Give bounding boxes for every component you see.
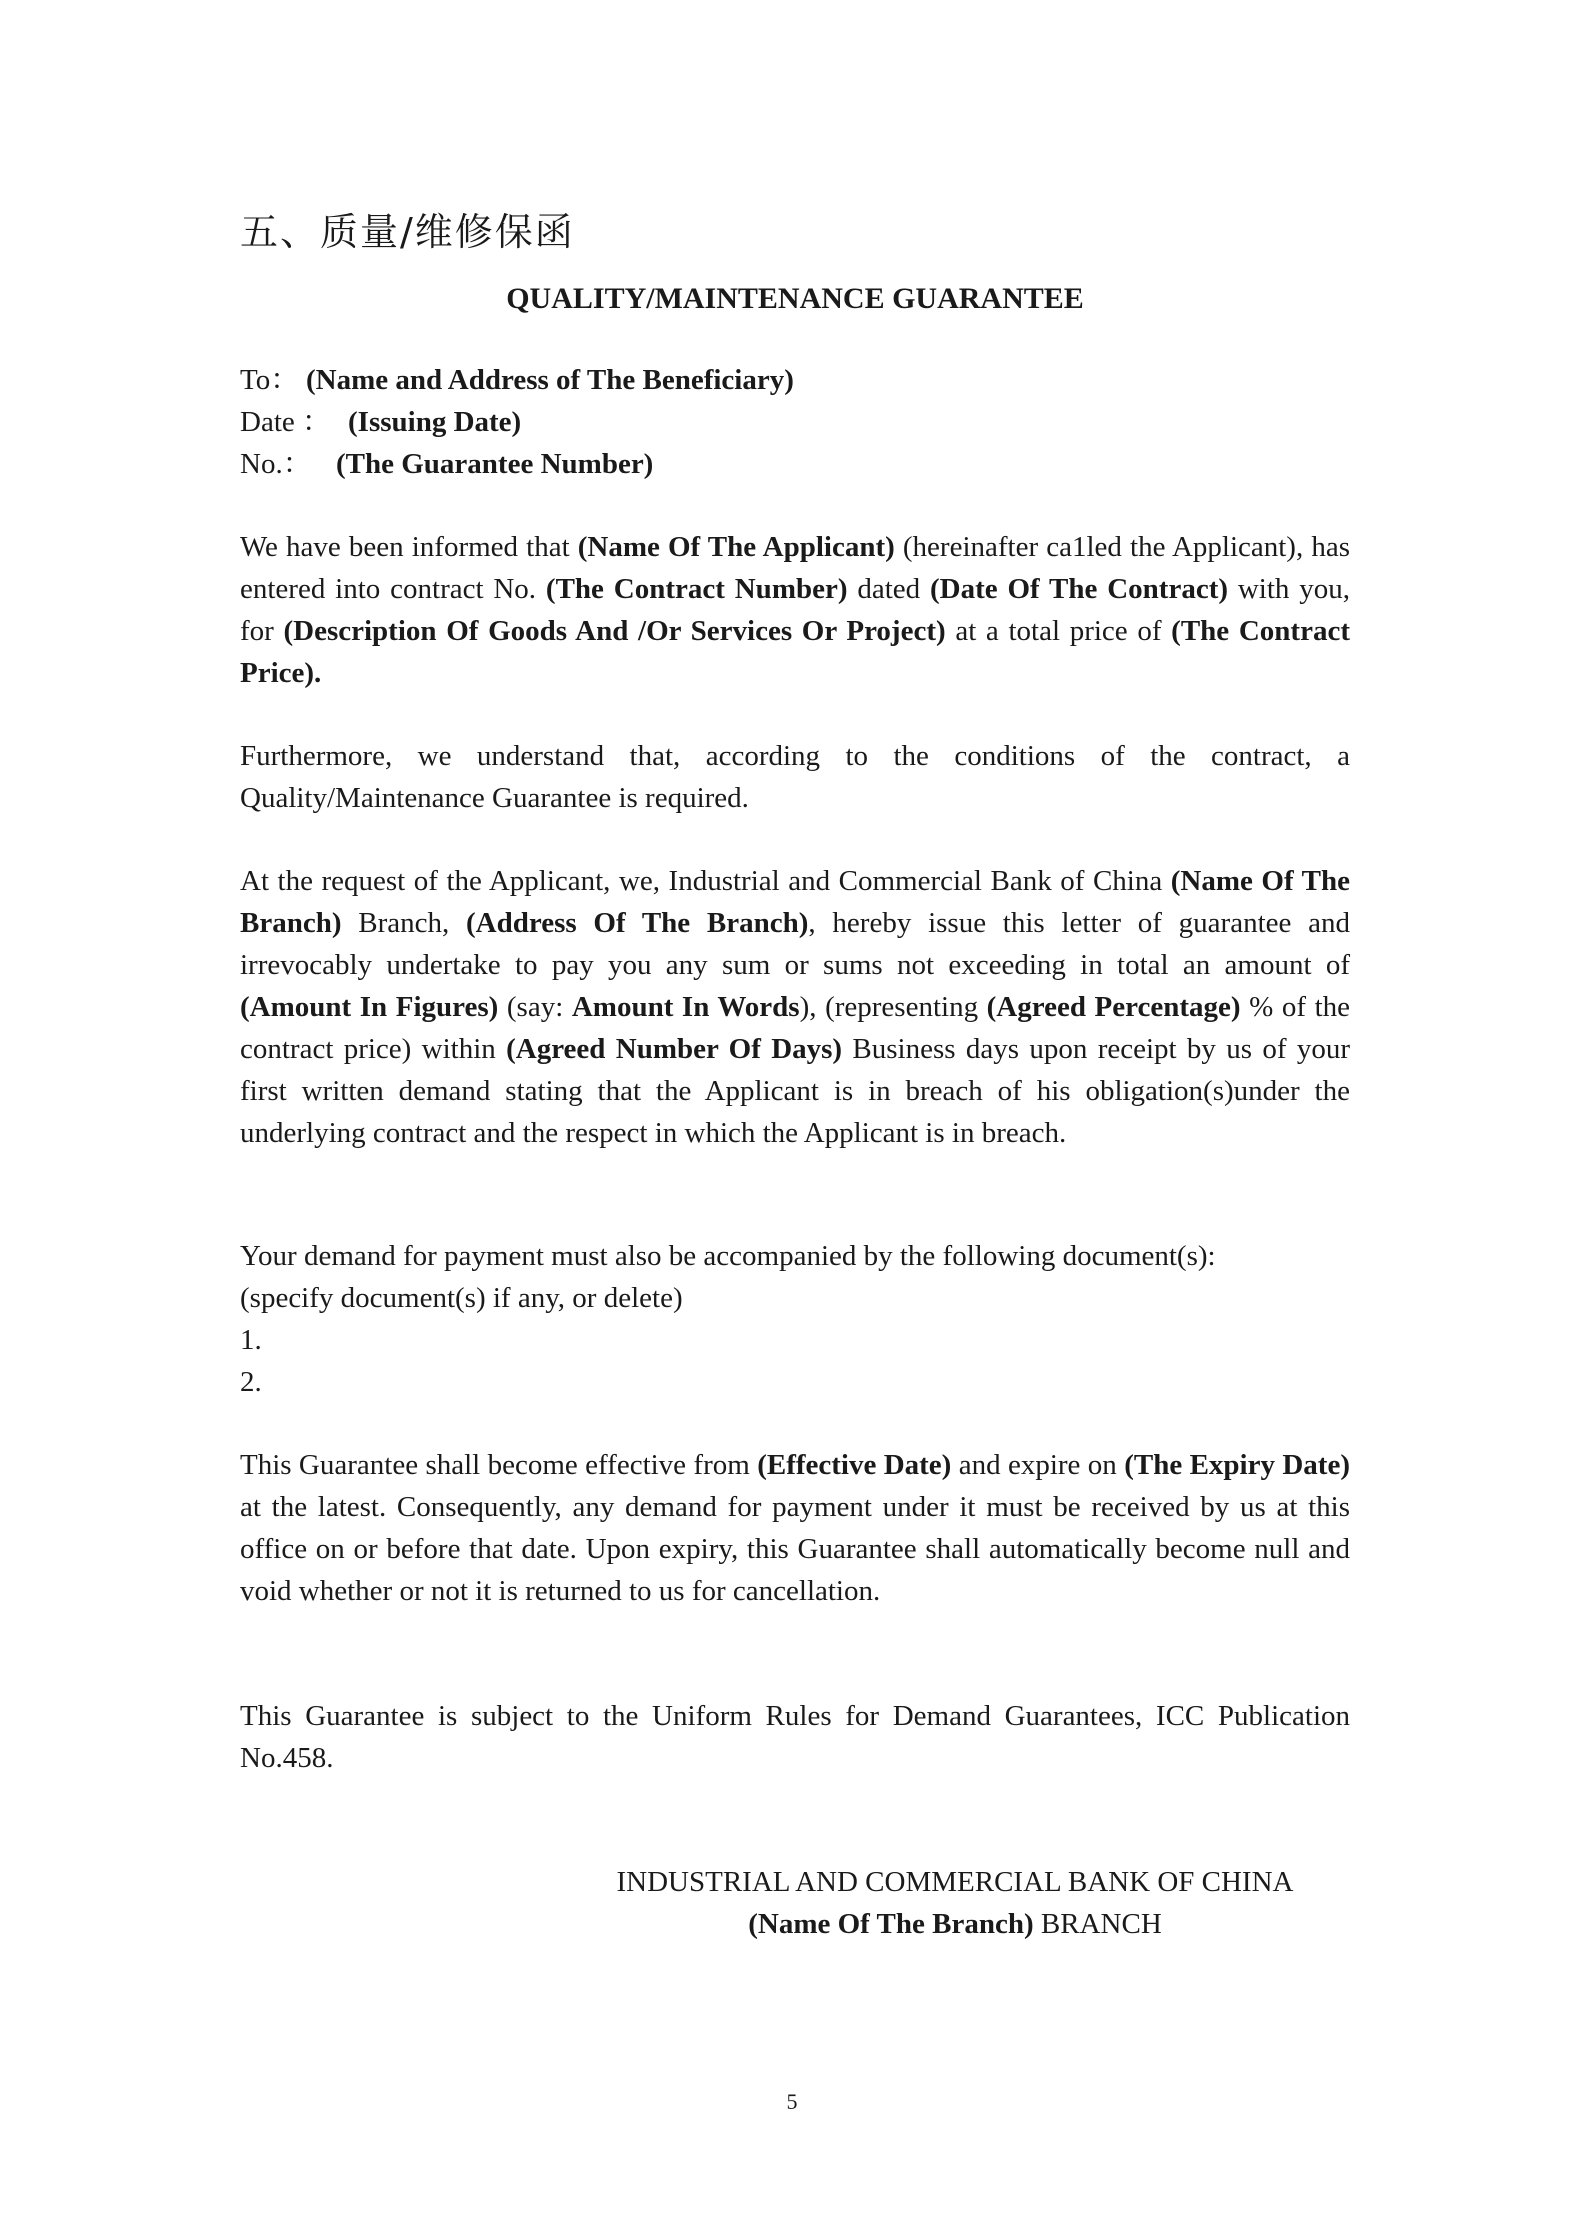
text-segment: % of the contract price) within [240,991,1351,1065]
text-segment: This Guarantee shall become effective from [240,1449,758,1481]
number-label: No.： [240,448,312,480]
date-value: (Issuing Date) [348,406,522,438]
english-heading: QUALITY/MAINTENANCE GUARANTEE [506,282,1084,315]
signature-block [560,1861,1350,1945]
paragraph-requirement: Furthermore, we understand that, according to the conditions of the contract, a Quality/Maintenance Guarantee is required. [240,740,1350,814]
document-item-2: 2. [240,1366,262,1398]
branch-line [560,1903,1350,1945]
text-segment: Business days upon receipt by us of your first written demand stating that the Applicant is in breach of his obligation(s)under the underlying contract and the respect in which the Applicant is in breach. [240,1033,1350,1149]
amount-figures-placeholder: (Amount In Figures) [240,991,499,1023]
guarantee-header [240,359,1350,485]
branch-name-placeholder: (Name Of The Branch) [240,865,1350,939]
documents-note: (specify document(s) if any, or delete) [240,1282,683,1314]
amount-words-placeholder: Amount In Words [571,991,800,1023]
applicant-placeholder: (Name Of The Applicant) [577,531,895,563]
text-segment: at the latest. Consequently, any demand for payment under it must be received by us at this office on or before that date. Upon expiry, this Guarantee shall automatically become null and void whether or not it is returned to us for cancellation. [240,1491,1350,1607]
text-segment: , hereby issue this letter of guarantee and irrevocably undertake to pay you any sum or sums not exceeding in total an amount of [240,907,1350,981]
text-segment: at a total price of [945,615,1172,647]
paragraph-rules: This Guarantee is subject to the Uniform Rules for Demand Guarantees, ICC Publication No.458. [240,1700,1350,1774]
text-segment: with you, for [240,573,1351,647]
paragraph-undertaking [240,860,1350,1154]
paragraph-validity [240,1444,1350,1612]
branch-suffix: BRANCH [1033,1908,1162,1940]
to-value: (Name and Address of The Beneficiary) [306,364,794,396]
branch-address-placeholder: (Address Of The Branch) [466,907,809,939]
header-number-line [240,443,1350,485]
text-segment: dated [847,573,931,605]
contract-number-placeholder: (The Contract Number) [545,573,848,605]
contract-price-placeholder: (The Contract Price). [240,615,1350,689]
header-to-line [240,359,1350,401]
date-label: Date ： [240,406,331,438]
text-segment: (hereinafter ca1led the Applicant), has entered into contract No. [240,531,1350,605]
number-value: (The Guarantee Number) [336,448,654,480]
contract-date-placeholder: (Date Of The Contract) [930,573,1229,605]
paragraph-documents [240,1235,1350,1403]
effective-date-placeholder: (Effective Date) [757,1449,952,1481]
documents-intro: Your demand for payment must also be accompanied by the following document(s): [240,1240,1216,1272]
expiry-date-placeholder: (The Expiry Date) [1124,1449,1350,1481]
page-number: 5 [786,2089,798,2114]
text-segment: ), (representing [799,991,987,1023]
chinese-heading: 五、质量/维修保函 [240,210,575,254]
text-segment: and expire on [951,1449,1125,1481]
header-date-line [240,401,1350,443]
percentage-placeholder: (Agreed Percentage) [986,991,1241,1023]
document-item-1: 1. [240,1324,262,1356]
branch-name-placeholder: (Name Of The Branch) [748,1908,1034,1940]
goods-description-placeholder: (Description Of Goods And /Or Services Or Project) [283,615,946,647]
text-segment: We have been informed that [240,531,578,563]
to-label: To： [240,364,300,396]
bank-name: INDUSTRIAL AND COMMERCIAL BANK OF CHINA [616,1866,1294,1898]
text-segment: At the request of the Applicant, we, Industrial and Commercial Bank of China [240,865,1171,897]
text-segment: (say: [498,991,572,1023]
days-placeholder: (Agreed Number Of Days) [506,1033,843,1065]
paragraph-contract-info [240,526,1350,694]
text-segment: Branch, [341,907,466,939]
